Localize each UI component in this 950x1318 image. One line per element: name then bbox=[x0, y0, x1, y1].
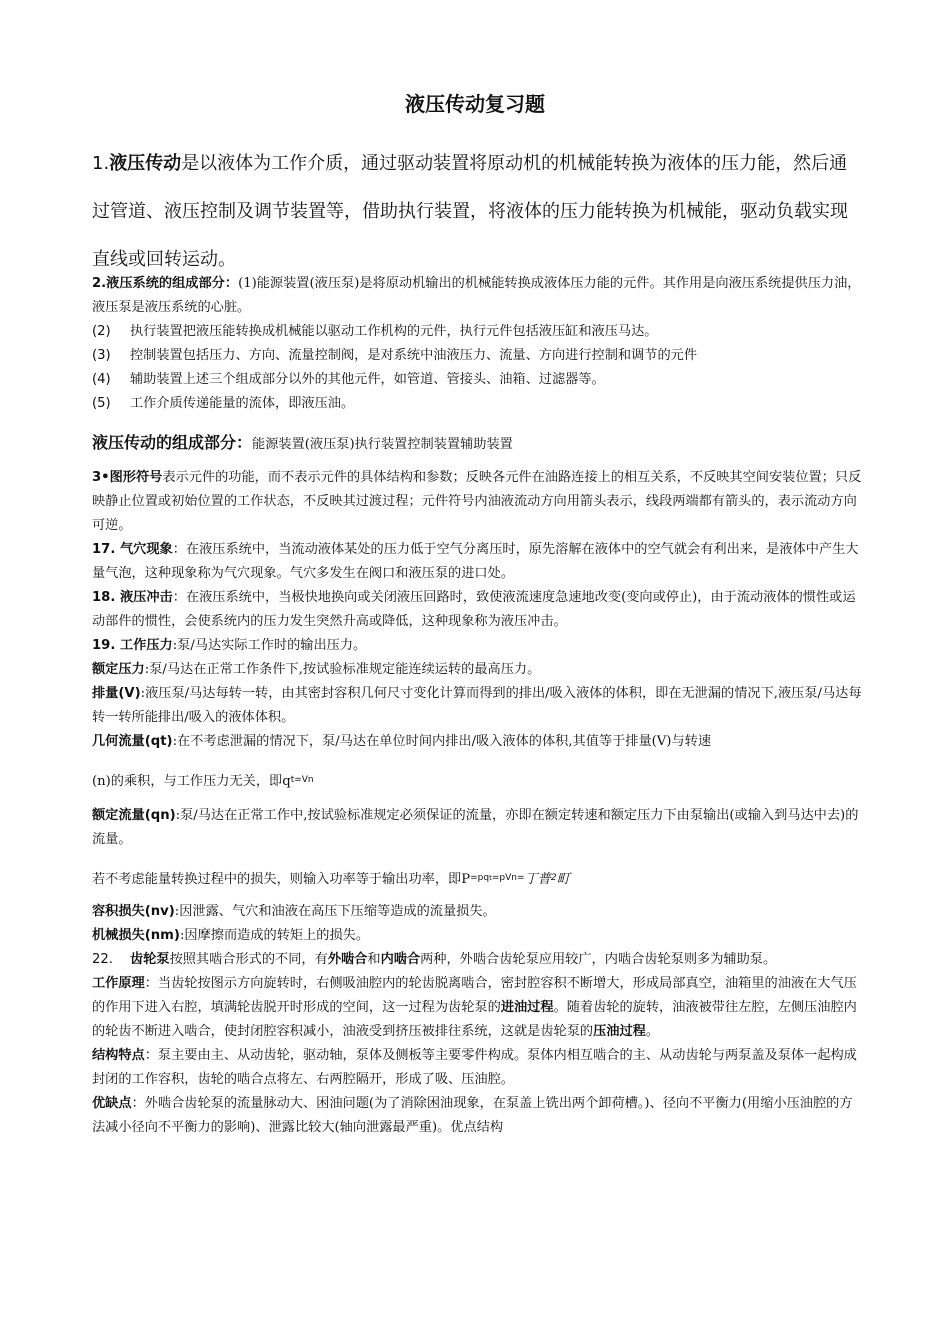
section-losses-and-gear-pump bbox=[92, 900, 862, 1140]
structure-paragraph: 结构特点：泵主要由主、从动齿轮，驱动轴，泵体及侧板等主要零件构成。泵体内相互啮合的主、从动齿轮与两泵盖及泵体一起构成封闭的工作容积，齿轮的啮合点将左、右两腔隔开，形成了吸、压油腔。 bbox=[92, 1048, 857, 1087]
power-paragraph: 若不考虑能量转换过程中的损失，则输入功率等于输出功率，即$P^{=pqt=pVn=}$丁普$^2$町 bbox=[92, 872, 570, 887]
definition-text: 是以液体为工作介质，通过驱动装置将原动机的机械能转换为液体的压力能，然后通过管道、液压控制及调节装置等，借助执行装置，将液体的压力能转换为机械能，驱动负载实现直线或回转运动。 bbox=[92, 153, 848, 270]
components-intro bbox=[92, 272, 862, 320]
geometric-flow-formula-line: (n)的乘积，与工作压力无关，即$q^{t=Vn}$ bbox=[92, 774, 314, 789]
rated-pressure-paragraph: 额定压力:泵/马达在正常工作条件下,按试验标准规定能连续运转的最高压力。 bbox=[92, 662, 541, 677]
displacement-paragraph: 排量(V):液压泵/马达每转一转，由其密封容积几何尺寸变化计算而得到的排出/吸入液体的体积，即在无泄漏的情况下,液压泵/马达每转一转所能排出/吸入的液体体积。 bbox=[92, 686, 862, 725]
list-item: (4) 辅助装置上述三个组成部分以外的其他元件，如管道、管接头、油箱、过滤器等。 bbox=[92, 372, 605, 387]
cavitation-paragraph: 17. 气穴现象：在液压系统中，当流动液体某处的压力低于空气分离压时，原先溶解在液体中的空气就会有利出来，是液体中产生大量气泡，这种现象称为气穴现象。气穴多发生在阀口和液压泵的进口处。 bbox=[92, 542, 859, 581]
working-pressure-paragraph: 19. 工作压力:泵/马达实际工作时的输出压力。 bbox=[92, 638, 367, 653]
section-definitions bbox=[92, 466, 862, 754]
pros-cons-paragraph: 优缺点：外啮合齿轮泵的流量脉动大、困油问题(为了消除困油现象，在泵盖上铣出两个卸荷槽。)、径向不平衡力(用缩小压油腔的方法减小径向不平衡力的影响)、泄露比较大(轴向泄露最严重)。优点结构 bbox=[92, 1096, 853, 1135]
list-item: (5) 工作介质传递能量的流体，即液压油。 bbox=[92, 396, 355, 411]
summary-text: 能源装置(液压泵)执行装置控制装置辅助装置 bbox=[252, 437, 513, 452]
list-item: (3) 控制装置包括压力、方向、流量控制阀，是对系统中油液压力、流量、方向进行控制和调节的元件 bbox=[92, 348, 698, 363]
geometric-flow-paragraph: 几何流量(qt):在不考虑泄漏的情况下，泵/马达在单位时间内排出/吸入液体的体积,其值等于排量(V)与转速 bbox=[92, 734, 712, 749]
term-bold: 液压传动 bbox=[109, 153, 182, 174]
rated-flow-paragraph: 额定流量(qn):泵/马达在正常工作中,按试验标准规定必须保证的流量，亦即在额定转速和额定压力下由泵输出(或输入到马达中去)的流量。 bbox=[92, 808, 859, 847]
component-1-text: (1)能源装置(液压泵)是将原动机输出的机械能转换成液体压力能的元件。其作用是向液压系统提供压力油，液压泵是液压系统的心脏。 bbox=[92, 276, 861, 315]
formula: $q^{t=Vn}$ bbox=[282, 774, 314, 789]
section-system-components bbox=[92, 272, 862, 416]
graphic-symbols-paragraph: 3•图形符号表示元件的功能，而不表示元件的具体结构和参数；反映各元件在油路连接上的相互关系，不反映其空间安装位置；只反映静止位置或初始位置的工作状态，不反映其过渡过程；元件符号内油液流动方向用箭头表示，线段两端都有箭头的，表示流动方向可逆。 bbox=[92, 470, 862, 533]
working-principle-paragraph: 工作原理：当齿轮按图示方向旋转时，右侧吸油腔内的轮齿脱离啮合，密封腔容积不断增大，形成局部真空，油箱里的油液在大气压的作用下进入右腔，填满轮齿脱开时形成的空间，这一过程为齿轮泵的进油过程。随着齿轮的旋转，油液被带往左腔，左侧压油腔内的轮齿不断进入啮合，使封闭腔容积减小，油液受到挤压被排往系统，这就是齿轮泵的压油过程。 bbox=[92, 976, 857, 1039]
list-item: (2) 执行装置把液压能转换成机械能以驱动工作机构的元件，执行元件包括液压缸和液压马达。 bbox=[92, 324, 658, 339]
volume-loss-paragraph: 容积损失(nv):因泄露、气穴和油液在高压下压缩等造成的流量损失。 bbox=[92, 904, 496, 919]
section-lead: 2.液压系统的组成部分： bbox=[92, 276, 239, 291]
components-summary bbox=[92, 430, 862, 453]
gear-pump-paragraph: 22. 齿轮泵按照其啮合形式的不同，有外啮合和内啮合两种，外啮合齿轮泵应用较广，内啮合齿轮泵则多为辅助泵。 bbox=[92, 952, 777, 967]
question-number: 1. bbox=[92, 153, 110, 174]
summary-heading: 液压传动的组成部分： bbox=[92, 433, 253, 452]
definition-hydraulic-transmission bbox=[92, 140, 862, 284]
hydraulic-shock-paragraph: 18. 液压冲击：在液压系统中，当极快地换向或关闭液压回路时，致使液流速度急速地改变(变向或停止)，由于流动液体的惯性或运动部件的惯性，会使系统内的压力发生突然升高或降低，这种现象称为液压冲击。 bbox=[92, 590, 856, 629]
page-title: 液压传动复习题 bbox=[405, 92, 545, 116]
mechanical-loss-paragraph: 机械损失(nm):因摩擦而造成的转矩上的损失。 bbox=[92, 928, 370, 943]
power-formula: $P^{=pqt=pVn=}$丁普$^2$町 bbox=[461, 872, 570, 887]
